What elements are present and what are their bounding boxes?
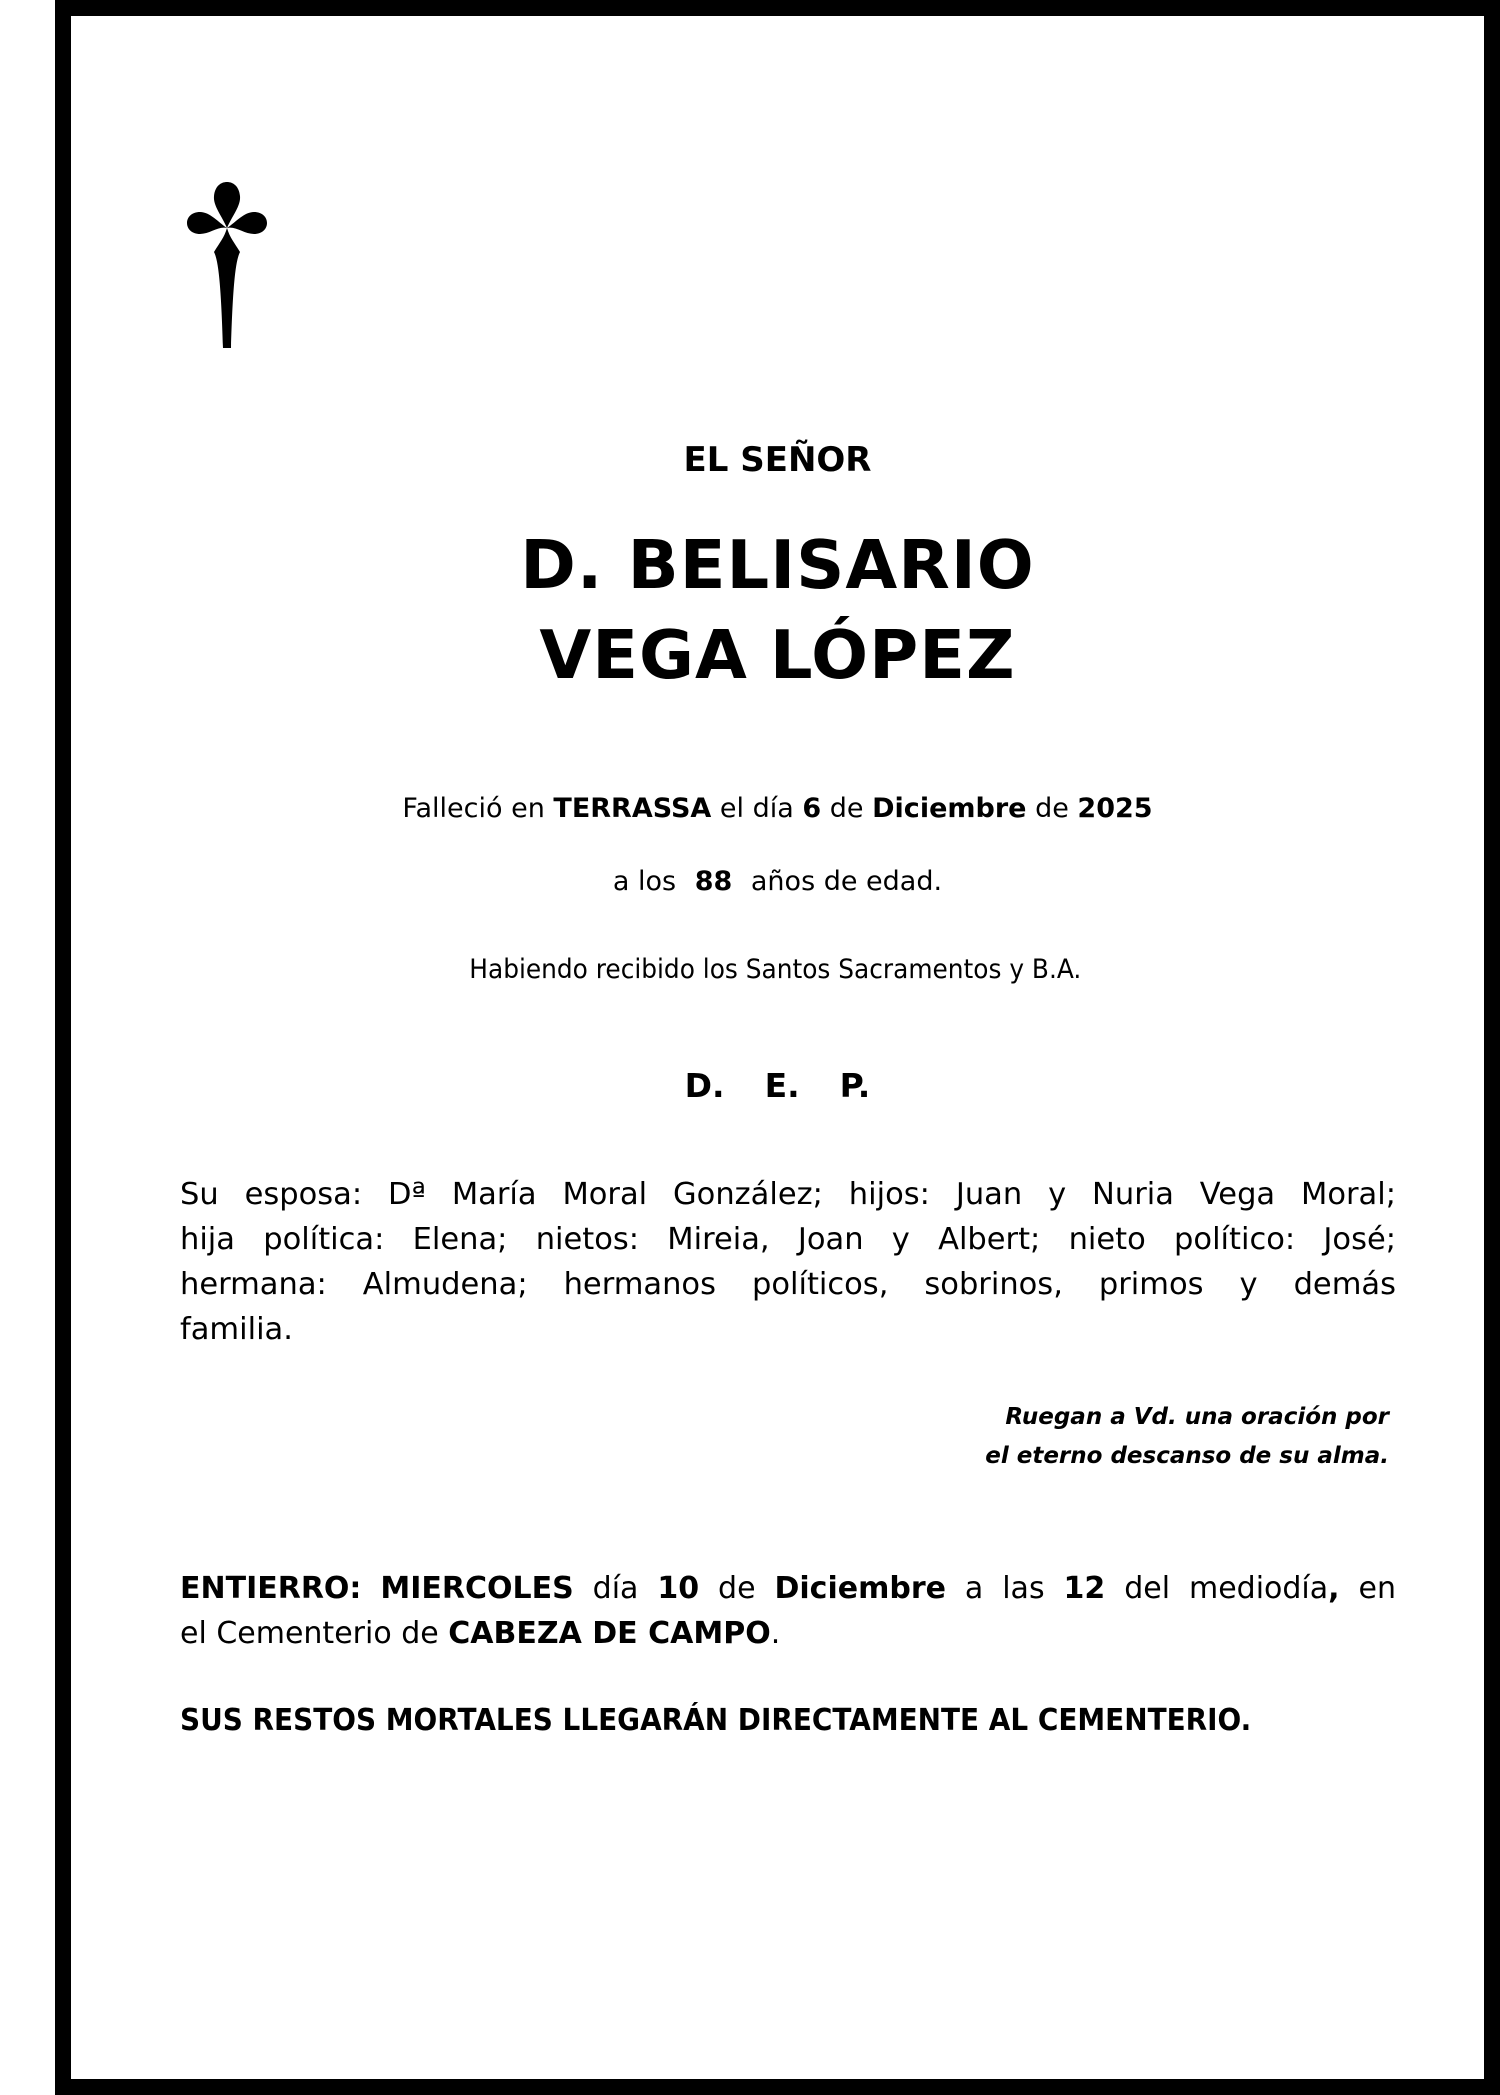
family-line: Su esposa: Dª María Moral González; hijos: Juan y Nuria Vega Moral; bbox=[180, 1177, 1396, 1212]
cross-icon bbox=[186, 180, 268, 350]
burial-day: 10 bbox=[657, 1571, 700, 1606]
rip-initials: D. E. P. bbox=[684, 1066, 871, 1105]
death-day: 6 bbox=[802, 793, 822, 824]
death-year: 2025 bbox=[1077, 793, 1153, 824]
family-paragraph bbox=[180, 1172, 1396, 1352]
burial-weekday: MIERCOLES bbox=[380, 1571, 574, 1606]
death-month: Diciembre bbox=[872, 793, 1027, 824]
surname-1: VEGA bbox=[539, 616, 748, 694]
family-line: hermana: Almudena; hermanos políticos, sobrinos, primos y demás bbox=[180, 1267, 1396, 1302]
burial-month: Diciembre bbox=[774, 1571, 946, 1606]
age-info: a los 88 años de edad. bbox=[612, 866, 943, 897]
death-place: TERRASSA bbox=[553, 793, 712, 824]
cemetery-name: CABEZA DE CAMPO bbox=[448, 1616, 771, 1651]
age-years: 88 bbox=[694, 866, 733, 897]
prayer-line: Ruegan a Vd. una oración por bbox=[1005, 1404, 1389, 1430]
burial-line-2: el Cementerio de CABEZA DE CAMPO. bbox=[180, 1616, 781, 1651]
surname-2: LÓPEZ bbox=[769, 616, 1016, 694]
page-border bbox=[55, 0, 1500, 2095]
death-info: Falleció en TERRASSA el día 6 de Diciembre de 2025 bbox=[402, 793, 1153, 824]
burial-hour: 12 bbox=[1063, 1571, 1106, 1606]
burial-info bbox=[180, 1566, 1396, 1656]
deceased-name-line2 bbox=[0, 610, 1500, 700]
deceased-name-line1: D. BELISARIO bbox=[520, 526, 1035, 604]
burial-line-1: ENTIERRO: MIERCOLES día 10 de Diciembre a las 12 del mediodía, en bbox=[180, 1571, 1396, 1606]
family-line: hija política: Elena; nietos: Mireia, Joan y Albert; nieto político: José; bbox=[180, 1222, 1396, 1257]
sacraments-note: Habiendo recibido los Santos Sacramentos y B.A. bbox=[469, 954, 1082, 985]
prayer-line: el eterno descanso de su alma. bbox=[985, 1443, 1389, 1469]
honorific: EL SEÑOR bbox=[683, 440, 872, 480]
remains-note: SUS RESTOS MORTALES LLEGARÁN DIRECTAMENTE AL CEMENTERIO. bbox=[180, 1703, 1252, 1738]
family-line: familia. bbox=[180, 1312, 293, 1347]
prayer-request bbox=[985, 1398, 1389, 1476]
